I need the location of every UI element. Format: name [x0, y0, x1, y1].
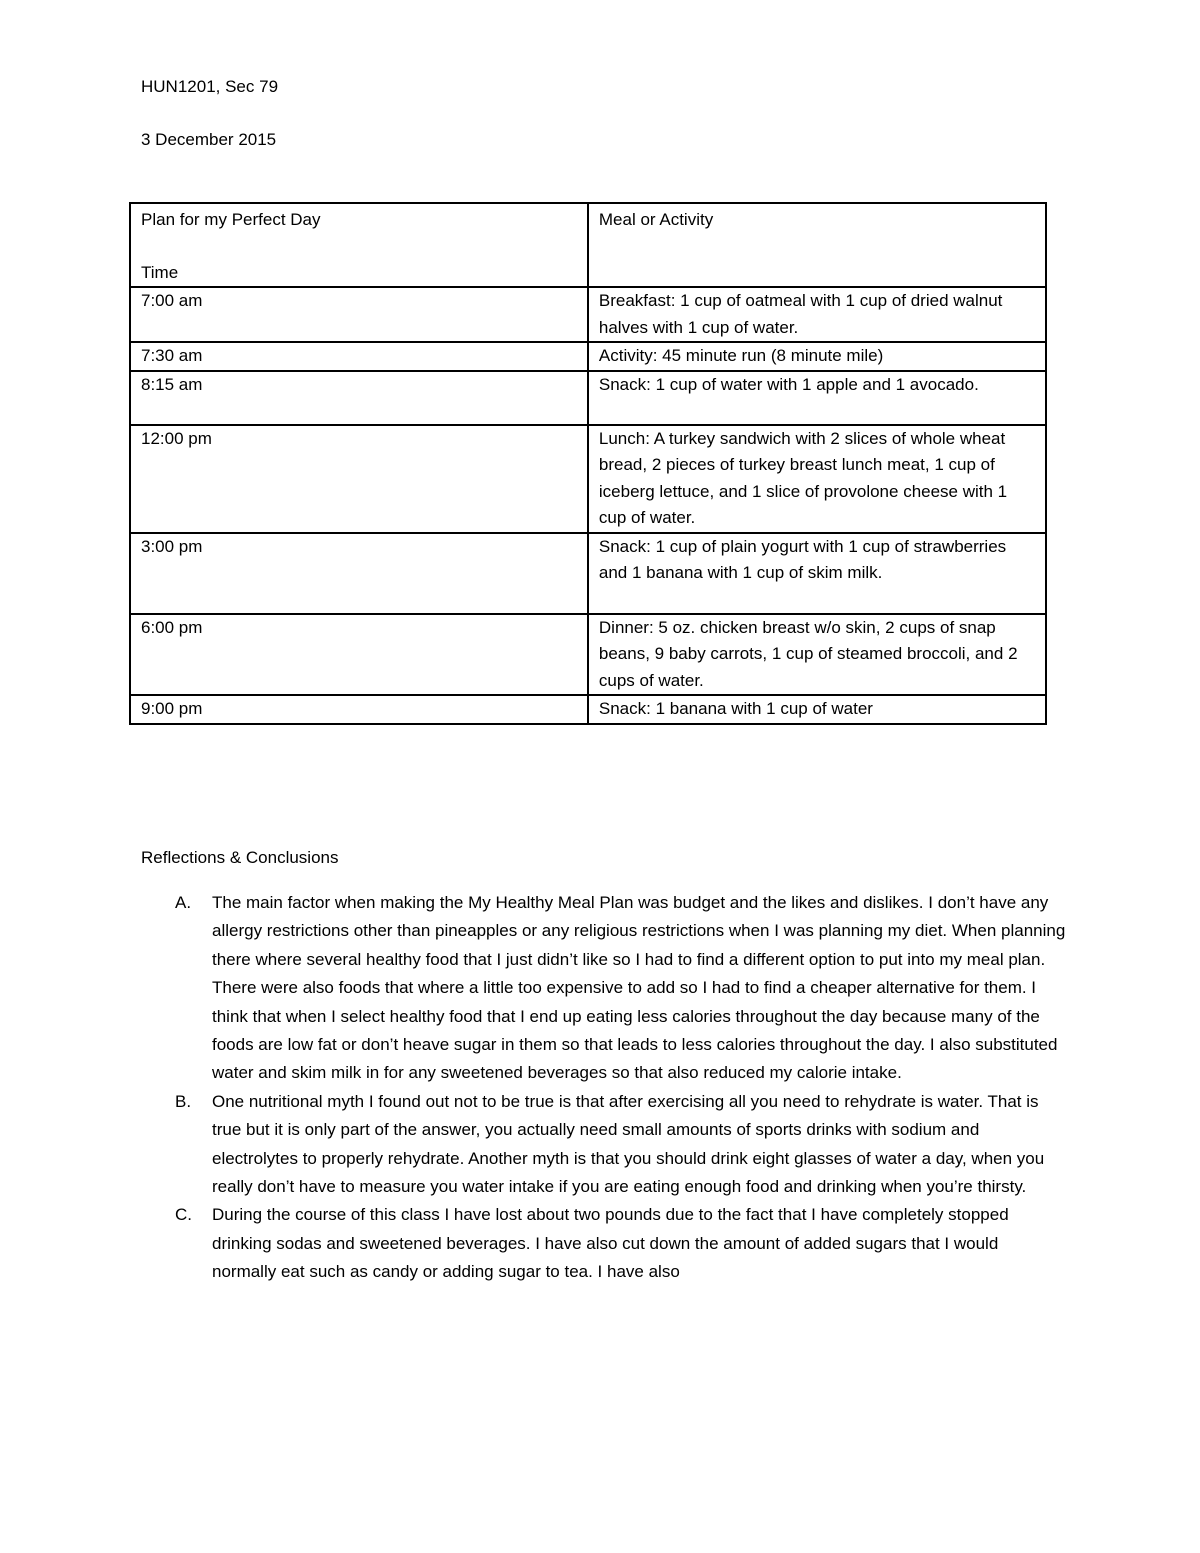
header-plan-title: Plan for my Perfect Day [141, 210, 321, 229]
table-row [130, 425, 1046, 533]
reflections-list [141, 889, 1066, 1287]
time-cell: 9:00 pm [130, 695, 588, 724]
list-marker: B. [175, 1091, 192, 1111]
time-cell: 3:00 pm [130, 533, 588, 614]
course-section-line: HUN1201, Sec 79 [141, 77, 279, 96]
activity-cell: Snack: 1 cup of plain yogurt with 1 cup of strawberries and 1 banana with 1 cup of skim milk. [588, 533, 1046, 614]
list-item-text: The main factor when making the My Healthy Meal Plan was budget and the likes and dislikes. I don’t have any allergy restrictions other than pineapples or any religious restrictions when I was planning my diet. When planning there where several healthy food that I just didn’t like so I had to find a different option to put into my meal plan. There were also foods that where a little too expensive to add so I had to find a cheaper alternative for them. I think that when I select healthy food that I end up eating less calories throughout the day because many of the foods are low fat or don’t heave sugar in them so that leads to less calories throughout the day. I also substituted water and skim milk in for any sweetened beverages so that also reduced my calorie intake. [212, 893, 1066, 1083]
list-item [141, 1201, 1066, 1286]
table-row [130, 533, 1046, 614]
activity-cell: Breakfast: 1 cup of oatmeal with 1 cup of dried walnut halves with 1 cup of water. [588, 287, 1046, 342]
table-header-row [130, 203, 1046, 287]
header-time-label: Time [141, 262, 179, 282]
table-row [130, 614, 1046, 696]
list-marker: A. [175, 893, 192, 912]
activity-cell: Activity: 45 minute run (8 minute mile) [588, 342, 1046, 371]
list-item [141, 889, 1066, 1088]
time-cell: 7:00 am [130, 287, 588, 342]
time-cell: 6:00 pm [130, 614, 588, 696]
table-row [130, 342, 1046, 371]
activity-cell: Lunch: A turkey sandwich with 2 slices of whole wheat bread, 2 pieces of turkey breast lunch meat, 1 cup of iceberg lettuce, and 1 slice of provolone cheese with 1 cup of water. [588, 425, 1046, 533]
table-row [130, 371, 1046, 425]
date-line: 3 December 2015 [141, 130, 277, 149]
list-item-text: One nutritional myth I found out not to be true is that after exercising all you need to rehydrate is water. That is true but it is only part of the answer, you actually need small amounts of sports drinks with sodium and electrolytes to properly rehydrate. Another myth is that you should drink eight glasses of water a day, when you really don’t have to measure you water intake if you are eating enough food and drinking when you’re thirsty. [212, 1091, 1045, 1197]
list-marker: C. [175, 1205, 192, 1225]
header-activity-cell: Meal or Activity [588, 203, 1046, 287]
perfect-day-plan-table [129, 202, 1047, 725]
time-cell: 12:00 pm [130, 425, 588, 533]
activity-cell: Dinner: 5 oz. chicken breast w/o skin, 2 cups of snap beans, 9 baby carrots, 1 cup of steamed broccoli, and 2 cups of water. [588, 614, 1046, 696]
time-cell: 8:15 am [130, 371, 588, 425]
table-row [130, 287, 1046, 342]
list-item-text: During the course of this class I have lost about two pounds due to the fact that I have completely stopped drinking sodas and sweetened beverages. I have also cut down the amount of added sugars that I would normally eat such as candy or adding sugar to tea. I have also [212, 1205, 1009, 1282]
reflections-heading: Reflections & Conclusions [141, 848, 339, 867]
time-cell: 7:30 am [130, 342, 588, 371]
activity-cell: Snack: 1 cup of water with 1 apple and 1 avocado. [588, 371, 1046, 425]
table-row [130, 695, 1046, 724]
list-item [141, 1088, 1066, 1202]
activity-cell: Snack: 1 banana with 1 cup of water [588, 695, 1046, 724]
header-time-cell [130, 203, 588, 287]
